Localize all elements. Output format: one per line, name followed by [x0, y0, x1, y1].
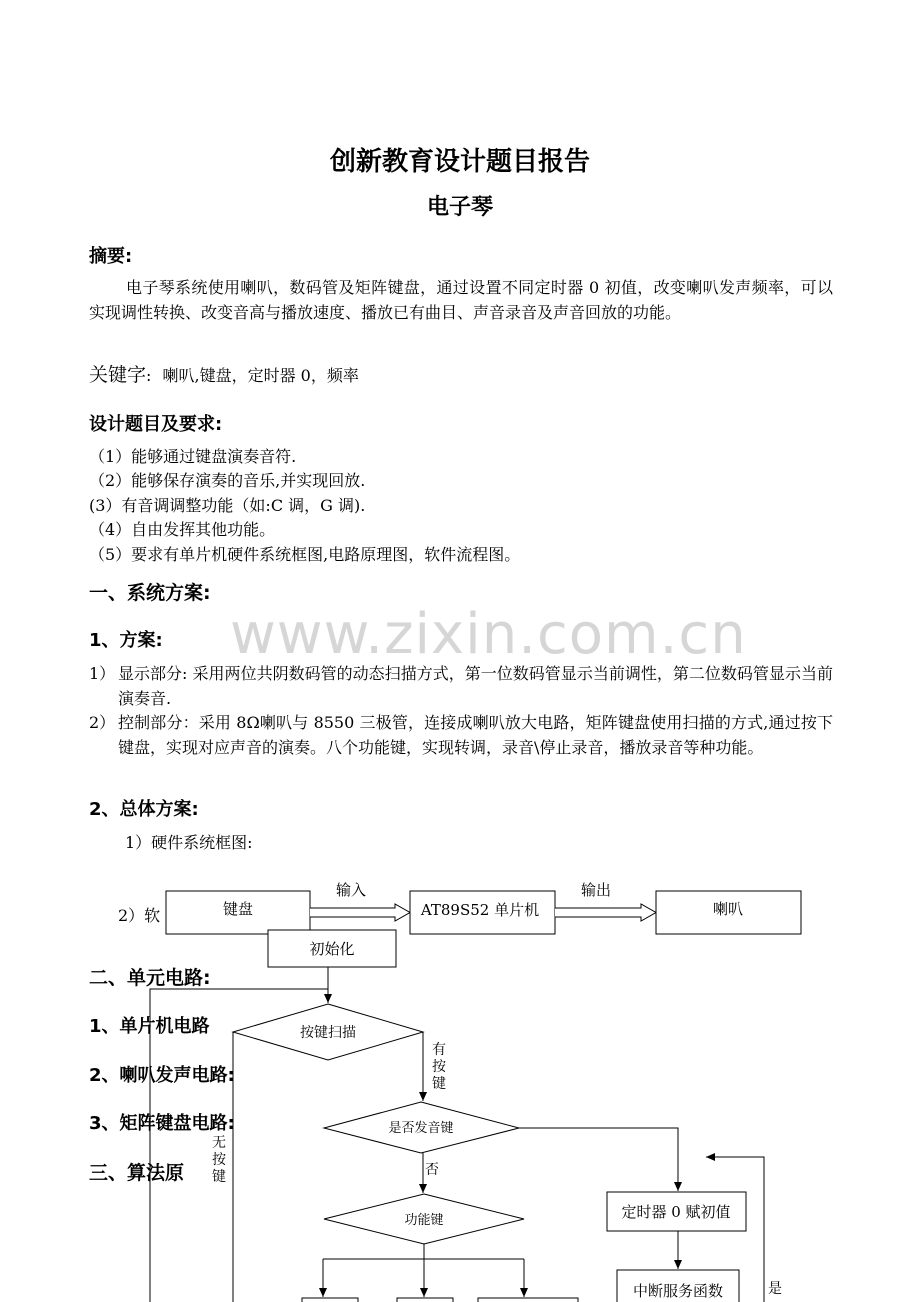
has-key-label-2: 按 — [432, 1059, 446, 1075]
yes-label: 是 — [768, 1281, 782, 1297]
requirement-item: （4）自由发挥其他功能。 — [89, 520, 276, 539]
timer-init-label: 定时器 0 赋初值 — [621, 1203, 731, 1221]
no-key-label-1: 无 — [212, 1135, 226, 1151]
hardware-block-diagram — [166, 881, 801, 934]
page-title: 创新教育设计题目报告 — [329, 147, 590, 177]
scheme-item-num: 1） — [89, 664, 116, 683]
requirements-heading: 设计题目及要求: — [89, 414, 223, 435]
section3-heading: 三、算法原 — [89, 1162, 185, 1184]
hw-caption: 1）硬件系统框图: — [125, 833, 253, 852]
section1-sub1: 1、方案: — [89, 630, 163, 651]
requirement-item: （1）能够通过键盘演奏音符. — [89, 447, 297, 466]
branch-box-left — [302, 1298, 358, 1302]
has-key-label-1: 有 — [432, 1042, 446, 1058]
scheme-item-num: 2） — [89, 713, 116, 732]
has-key-label-3: 键 — [432, 1076, 446, 1092]
key-scan-label: 按键扫描 — [300, 1025, 356, 1041]
section1-sub2: 2、总体方案: — [89, 799, 199, 820]
requirement-item: （5）要求有单片机硬件系统框图,电路原理图，软件流程图。 — [89, 545, 521, 564]
func-key-label: 功能键 — [404, 1213, 444, 1228]
branch-box-right — [478, 1298, 578, 1302]
output-label: 输出 — [580, 881, 612, 899]
no-label: 否 — [425, 1162, 439, 1178]
keywords-sep: : — [146, 366, 152, 385]
sound-key-label: 是否发音键 — [388, 1121, 454, 1136]
no-key-label-3: 键 — [212, 1169, 226, 1185]
no-key-label-2: 按 — [212, 1152, 226, 1168]
isr-label: 中断服务函数 — [632, 1282, 724, 1300]
input-label: 输入 — [335, 881, 367, 899]
abstract-text: 电子琴系统使用喇叭，数码管及矩阵键盘，通过设置不同定时器 0 初值，改变喇叭发声频率，可以实现调性转换、改变音高与播放速度、播放已有曲目、声音录音及声音回放的功能。 — [89, 278, 833, 322]
scheme-item-text: 显示部分: 采用两位共阴数码管的动态扫描方式，第一位数码管显示当前调性，第二位数码管显示当前演奏音. — [118, 664, 833, 708]
keyboard-label: 键盘 — [222, 900, 254, 918]
sound-yes-line — [519, 1128, 678, 1191]
scheme-item-text: 控制部分：采用 8Ω喇叭与 8550 三极管，连接成喇叭放大电路，矩阵键盘使用扫描的方式,通过按下键盘，实现对应声音的演奏。八个功能键，实现转调，录音\停止录音，播放录音等种功能。 — [118, 713, 833, 757]
sw-caption: 2）软 — [118, 906, 161, 925]
software-flowchart — [150, 930, 782, 1302]
section2-item-speaker: 2、喇叭发声电路: — [89, 1065, 235, 1086]
page-subtitle: 电子琴 — [426, 194, 493, 220]
mcu-label: AT89S52 单片机 — [420, 901, 540, 919]
speaker-label: 喇叭 — [712, 900, 744, 918]
section2-heading: 二、单元电路: — [89, 967, 211, 989]
keywords-text: 喇叭,键盘，定时器 0，频率 — [162, 366, 359, 385]
section1-heading: 一、系统方案: — [89, 582, 211, 604]
init-label: 初始化 — [309, 940, 355, 958]
abstract-heading: 摘要: — [89, 246, 133, 267]
requirement-item: (3）有音调调整功能（如:C 调，G 调). — [89, 496, 366, 515]
section2-item-keypad: 3、矩阵键盘电路: — [89, 1113, 235, 1134]
section2-item-mcu: 1、单片机电路 — [89, 1016, 210, 1037]
requirement-item: （2）能够保存演奏的音乐,并实现回放. — [89, 471, 366, 490]
output-arrow — [555, 904, 656, 921]
input-arrow — [310, 904, 410, 921]
watermark: www.zixin.com.cn — [230, 602, 747, 667]
keywords-label: 关键字 — [89, 364, 147, 386]
branch-box-mid — [397, 1298, 453, 1302]
